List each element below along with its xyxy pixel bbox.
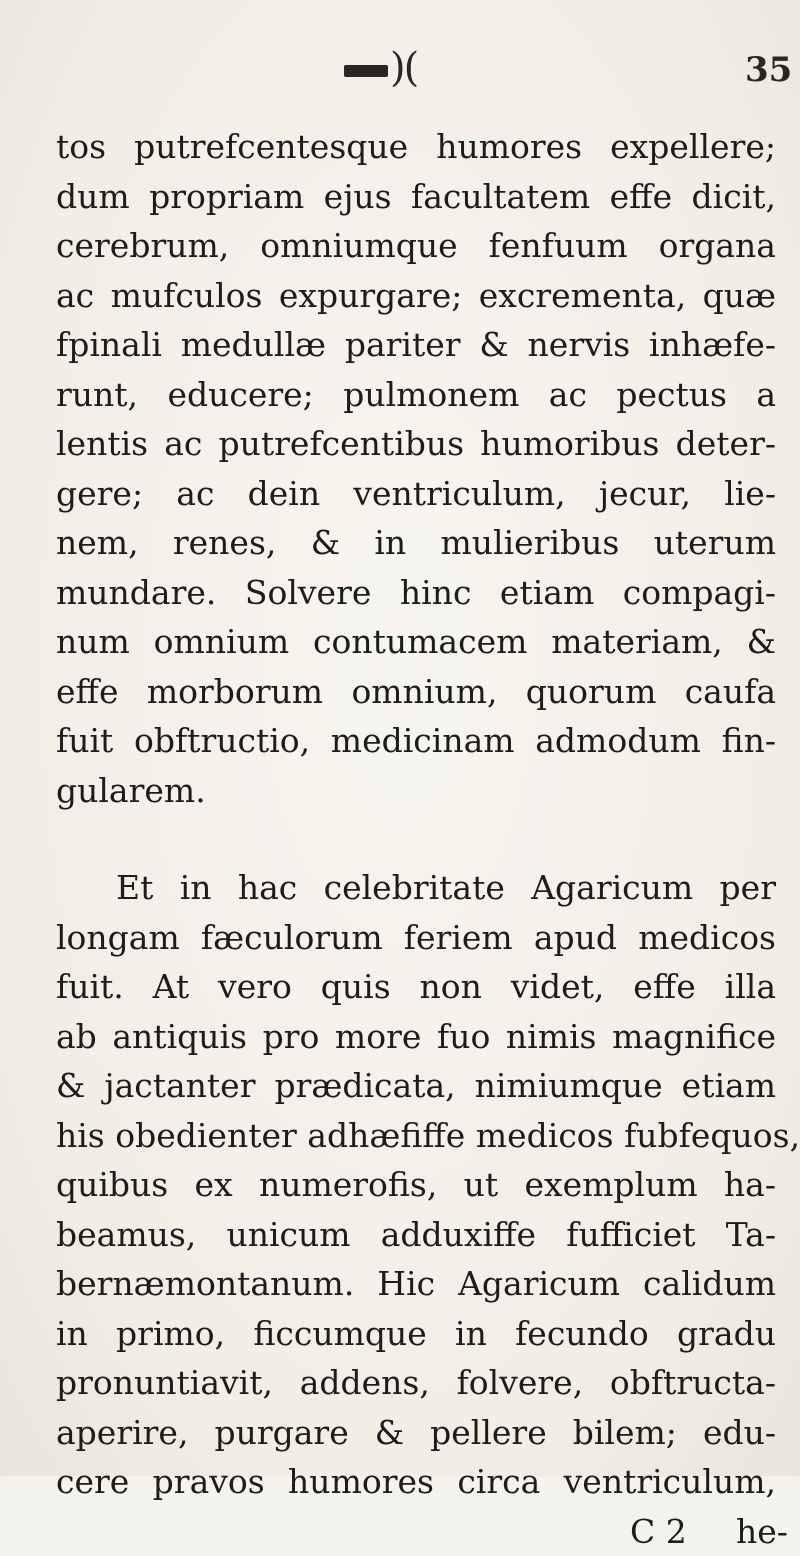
text-line: aperire, purgare & pellere bilem; edu-	[56, 1408, 776, 1458]
text-line: gere; ac dein ventriculum, jecur, lie-	[56, 469, 776, 519]
text-line: cere pravos humores circa ventriculum,	[56, 1457, 776, 1507]
text-line: ab antiquis pro more fuo nimis magnifice	[56, 1012, 776, 1062]
ornament-brackets: )(	[390, 45, 417, 91]
text-line: quibus ex numerofis, ut exemplum ha-	[56, 1160, 776, 1210]
text-line: Et in hac celebritate Agaricum per	[56, 863, 776, 913]
signature-mark: C 2	[630, 1507, 687, 1556]
text-line: pronuntiavit, addens, folvere, obftructa-	[56, 1358, 776, 1408]
page-header	[0, 38, 800, 94]
text-line: & jactanter prædicata, nimiumque etiam	[56, 1061, 776, 1111]
text-line: runt, educere; pulmonem ac pectus a	[56, 370, 776, 420]
text-line: fuit. At vero quis non videt, effe illa	[56, 962, 776, 1012]
text-line: effe morborum omnium, quorum caufa	[56, 667, 776, 717]
page-number: 35	[745, 50, 792, 90]
text-line: beamus, unicum adduxiffe fufficiet Ta-	[56, 1210, 776, 1260]
text-line: his obedienter adhæfiffe medicos fubfequos,	[56, 1111, 776, 1161]
paragraph-2	[56, 863, 776, 1507]
catchword: he-	[736, 1507, 788, 1556]
page-footer	[56, 1507, 776, 1556]
paragraph-gap	[56, 815, 776, 863]
text-line: num omnium contumacem materiam, &	[56, 617, 776, 667]
text-line: longam fæculorum feriem apud medicos	[56, 913, 776, 963]
text-line: in primo, ficcumque in fecundo gradu	[56, 1309, 776, 1359]
text-line: tos putrefcentesque humores expellere;	[56, 122, 776, 172]
paragraph-1	[56, 122, 776, 815]
header-ornament	[342, 48, 417, 88]
text-line: ac mufculos expurgare; excrementa, quæ	[56, 271, 776, 321]
body-text	[56, 122, 776, 1556]
text-line: dum propriam ejus facultatem effe dicit,	[56, 172, 776, 222]
text-line: fpinali medullæ pariter & nervis inhæfe-	[56, 320, 776, 370]
ornament-bar-left	[344, 65, 388, 77]
text-line: mundare. Solvere hinc etiam compagi-	[56, 568, 776, 618]
text-line: cerebrum, omniumque fenfuum organa	[56, 221, 776, 271]
text-line: lentis ac putrefcentibus humoribus deter-	[56, 419, 776, 469]
text-line: gularem.	[56, 766, 776, 816]
text-line: nem, renes, & in mulieribus uterum	[56, 518, 776, 568]
text-line: fuit obftructio, medicinam admodum fin-	[56, 716, 776, 766]
text-line: bernæmontanum. Hic Agaricum calidum	[56, 1259, 776, 1309]
